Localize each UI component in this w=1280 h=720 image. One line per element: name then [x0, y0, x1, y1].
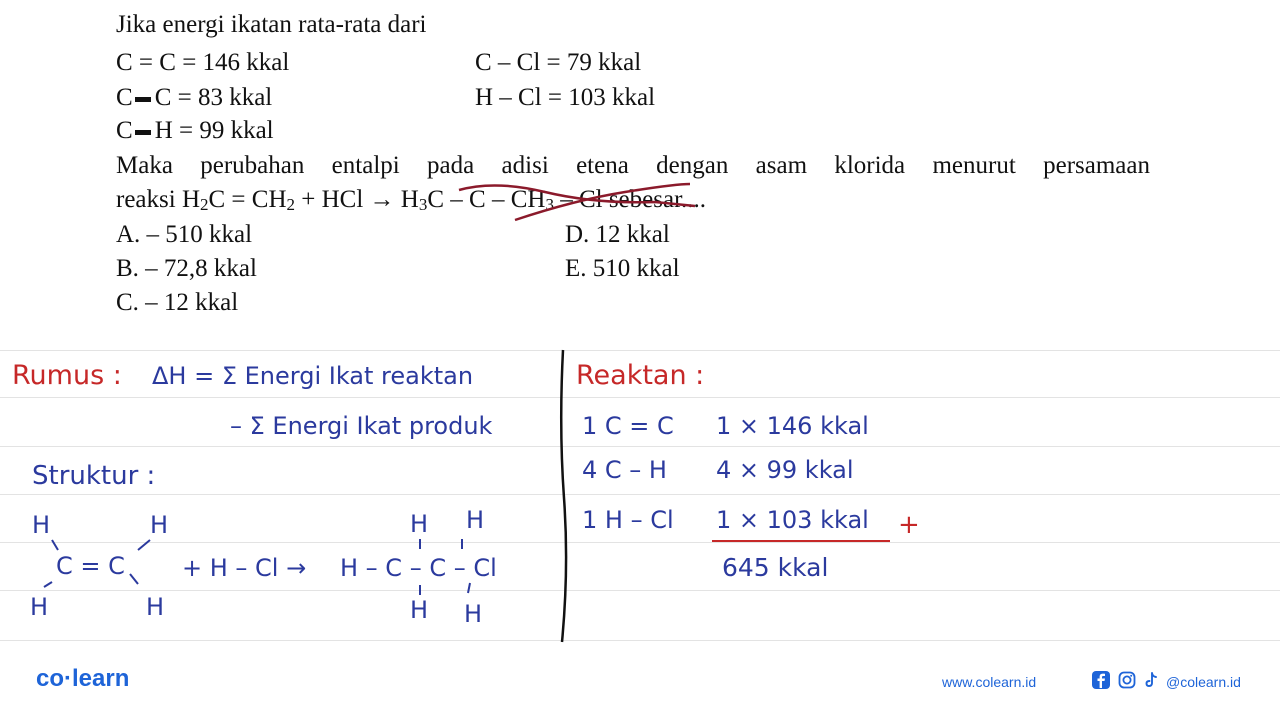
bond-cc-single-a: C [116, 84, 133, 111]
struct-product: H – C – C – Cl [340, 554, 497, 582]
dash-icon [135, 97, 151, 102]
option-a: A. – 510 kkal [116, 221, 253, 248]
bond-cc-double: C = C = 146 kkal [116, 49, 290, 76]
reaction-part: reaksi H [116, 186, 200, 213]
social-handle[interactable]: @colearn.id [1166, 674, 1241, 690]
ruled-line [0, 446, 1280, 447]
bond-cc-single [116, 85, 272, 110]
reaction-part: H [394, 186, 419, 213]
ruled-line [0, 640, 1280, 641]
reaktan-r2-val: 4 × 99 kkal [716, 456, 854, 484]
column-divider [555, 348, 571, 644]
rumus-line2: – Σ Energi Ikat produk [230, 412, 493, 440]
reaction-sub: 2 [200, 195, 209, 214]
reaction-part: C = CH [208, 186, 287, 213]
product-bonds [400, 535, 490, 605]
bond-c-cl: C – Cl = 79 kkal [475, 49, 642, 76]
reaction-sub: 2 [286, 195, 296, 214]
reaktan-r3-bond: 1 H – Cl [582, 506, 674, 534]
bond-ch-b: H = 99 kkal [154, 117, 274, 144]
bond-ch-a: C [116, 117, 133, 144]
struct-p-h1: H [410, 510, 429, 538]
question-line1: Maka perubahan entalpi pada adisi etena dengan asam klorida menurut persamaan [116, 152, 1150, 179]
ruled-line [0, 350, 1280, 351]
struct-h-br: H [146, 593, 165, 621]
ruled-line [0, 397, 1280, 398]
ruled-line [0, 590, 1280, 591]
struct-hcl: + H – Cl → [182, 554, 307, 582]
reaktan-label: Reaktan : [576, 360, 705, 391]
reaction-sub: 3 [418, 195, 428, 214]
question-intro: Jika energi ikatan rata-rata dari [116, 11, 427, 38]
bond-ch [116, 118, 274, 143]
option-c: C. – 12 kkal [116, 289, 239, 316]
struct-ethene: C = C [56, 552, 125, 580]
ruled-line [0, 494, 1280, 495]
arrow-icon: → [369, 186, 395, 213]
struct-h-tl: H [32, 511, 51, 539]
reaktan-r3-val: 1 × 103 kkal [716, 506, 869, 534]
instagram-icon[interactable] [1118, 671, 1136, 689]
option-d: D. 12 kkal [565, 221, 670, 248]
tiktok-icon[interactable] [1142, 671, 1160, 689]
strike-scribble [455, 176, 705, 226]
struct-h-tr: H [150, 511, 169, 539]
ethene-bonds [30, 530, 160, 590]
struct-h-bl: H [30, 593, 49, 621]
reaction-part: – Cl sebesar.... [553, 186, 707, 213]
struct-p-h2: H [466, 506, 485, 534]
ruled-line [0, 542, 1280, 543]
reaction-part: C – C – CH [427, 186, 546, 213]
facebook-icon[interactable] [1092, 671, 1110, 689]
sum-plus: + [898, 510, 920, 540]
dash-icon [135, 130, 151, 135]
struct-p-h3: H [410, 596, 429, 624]
bond-h-cl: H – Cl = 103 kkal [475, 84, 656, 111]
reaction-part: + HCl [295, 186, 370, 213]
rumus-label: Rumus : [12, 360, 122, 391]
reaktan-total: 645 kkal [722, 553, 829, 582]
site-link[interactable]: www.colearn.id [942, 674, 1037, 690]
option-e: E. 510 kkal [565, 255, 680, 282]
rumus-line1: ΔH = Σ Energi Ikat reaktan [152, 362, 474, 390]
reaction-sub: 3 [545, 195, 554, 214]
option-b: B. – 72,8 kkal [116, 255, 257, 282]
sum-underline [712, 540, 890, 542]
struct-p-h4: H [464, 600, 483, 628]
reaktan-r1-bond: 1 C = C [582, 412, 674, 440]
struktur-label: Struktur : [32, 461, 156, 491]
bond-cc-single-b: C = 83 kkal [154, 84, 273, 111]
reaktan-r2-bond: 4 C – H [582, 456, 667, 484]
reaktan-r1-val: 1 × 146 kkal [716, 412, 869, 440]
brand-logo[interactable]: co·learn [36, 665, 130, 692]
